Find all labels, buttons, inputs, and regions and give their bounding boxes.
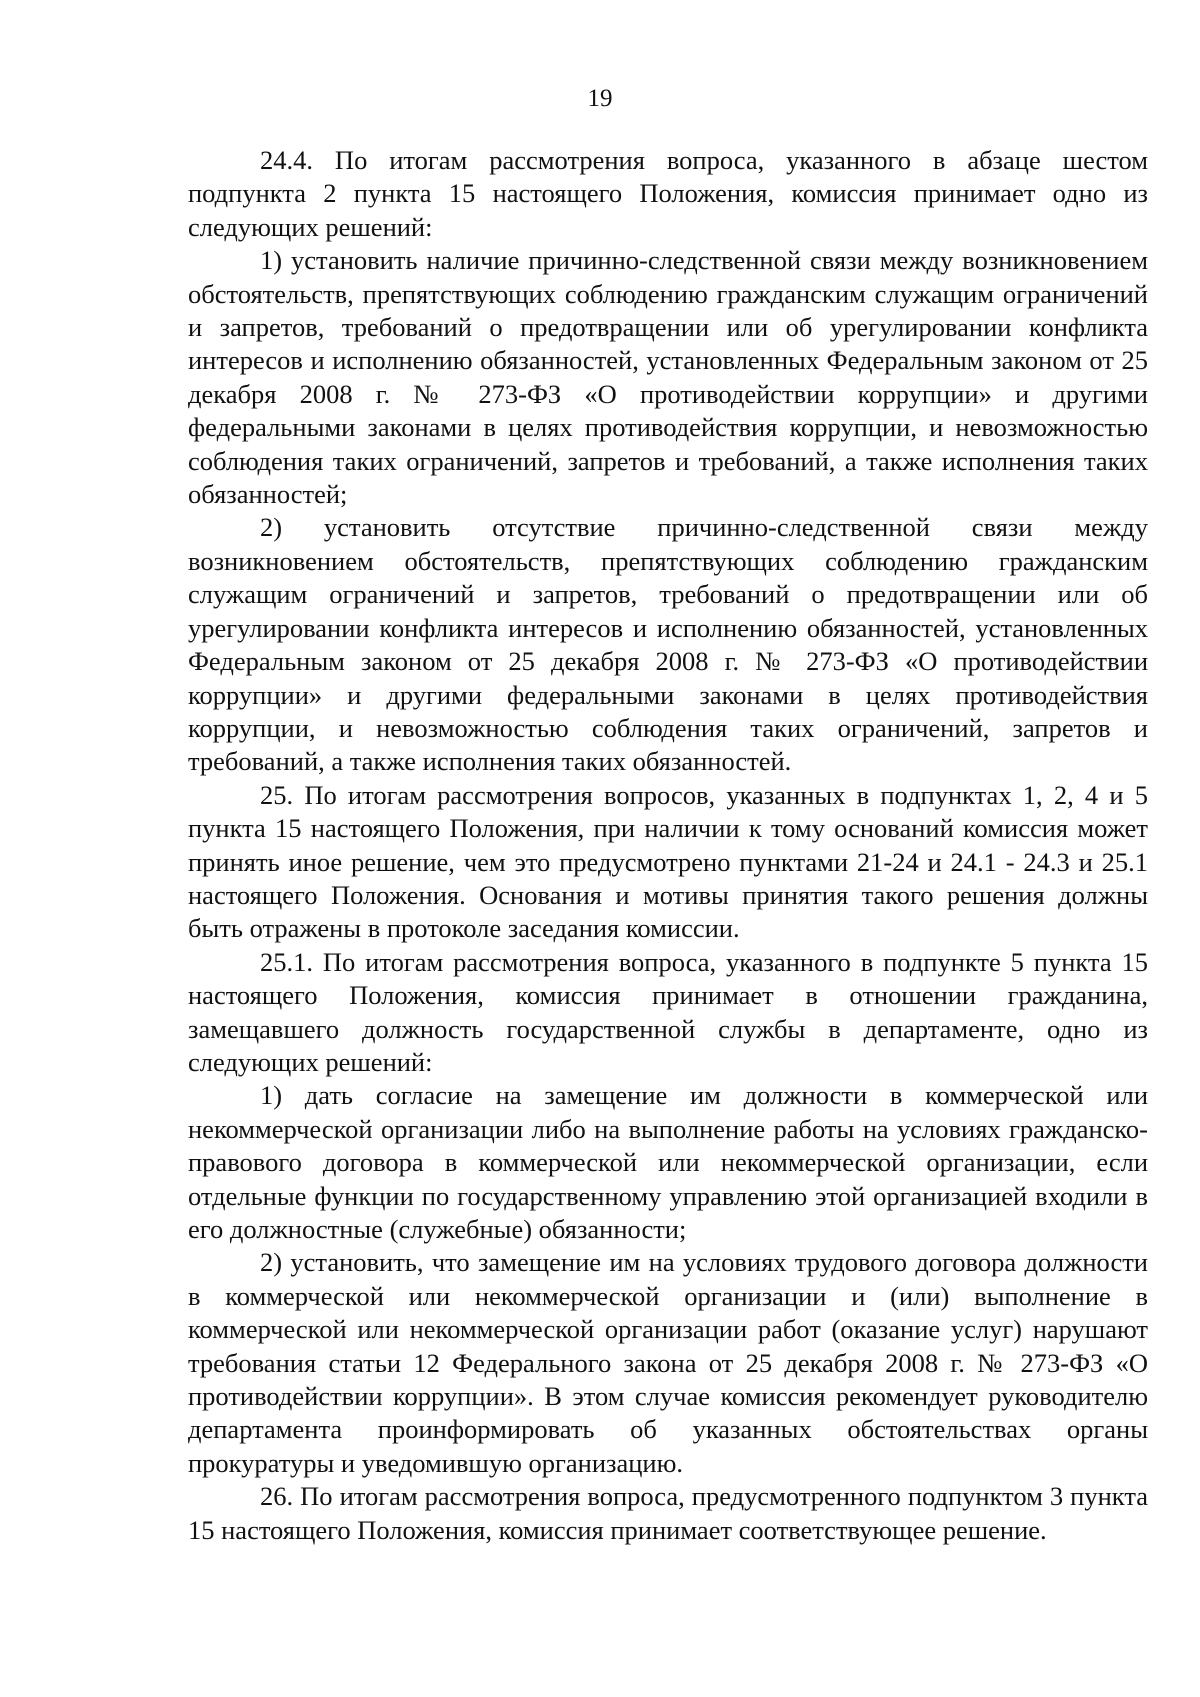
paragraph-24-4-item-2: 2) установить отсутствие причинно-следственной связи между возникновением обстоятельств, препятствующих соблюдению гражданским служащим ограничений и запретов, требований о предотвращении или об урегулировании конфликта интересов и исполнению обязанностей, установленных Федеральным законом от 25 декабря 2008 г. № 273-ФЗ «О противодействии коррупции» и другими федеральными законами в целях противодействия коррупции, и невозможностью соблюдения таких ограничений, запретов и требований, а также исполнения таких обязанностей.	[188, 512, 1148, 777]
paragraph-25-1-item-2: 2) установить, что замещение им на условиях трудового договора должности в коммерческой или некоммерческой организации и (или) выполнение в коммерческой или некоммерческой организации работ (оказание услуг) нарушают требования статьи 12 Федерального закона от 25 декабря 2008 г. № 273-ФЗ «О противодействии коррупции». В этом случае комиссия рекомендует руководителю департамента проинформировать об указанных обстоятельствах органы прокуратуры и уведомившую организацию.	[188, 1247, 1148, 1478]
document-body	[188, 144, 1148, 1547]
paragraph-26: 26. По итогам рассмотрения вопроса, предусмотренного подпунктом 3 пункта 15 настоящего Положения, комиссия принимает соответствующее решение.	[188, 1481, 1148, 1545]
paragraph-25-1-item-1: 1) дать согласие на замещение им должности в коммерческой или некоммерческой организации либо на выполнение работы на условиях гражданско-правового договора в коммерческой или некоммерческой организации, если отдельные функции по государственному управлению этой организацией входили в его должностные (служебные) обязанности;	[188, 1080, 1148, 1244]
paragraph-25-1: 25.1. По итогам рассмотрения вопроса, указанного в подпункте 5 пункта 15 настоящего Положения, комиссия принимает в отношении гражданина, замещавшего должность государственной службы в департаменте, одно из следующих решений:	[188, 946, 1148, 1077]
paragraph-25: 25. По итогам рассмотрения вопросов, указанных в подпунктах 1, 2, 4 и 5 пункта 15 настоящего Положения, при наличии к тому оснований комиссия может принять иное решение, чем это предусмотрено пунктами 21-24 и 24.1 - 24.3 и 25.1 настоящего Положения. Основания и мотивы принятия такого решения должны быть отражены в протоколе заседания комиссии.	[188, 779, 1148, 944]
paragraph-24-4-item-1: 1) установить наличие причинно-следственной связи между возникновением обстоятельств, препятствующих соблюдению гражданским служащим ограничений и запретов, требований о предотвращении или об урегулировании конфликта интересов и исполнению обязанностей, установленных Федеральным законом от 25 декабря 2008 г. № 273-ФЗ «О противодействии коррупции» и другими федеральными законами в целях противодействия коррупции, и невозможностью соблюдения таких ограничений, запретов и требований, а также исполнения таких обязанностей;	[188, 245, 1148, 510]
page-number: 19	[587, 85, 613, 112]
paragraph-24-4: 24.4. По итогам рассмотрения вопроса, указанного в абзаце шестом подпункта 2 пункта 15 настоящего Положения, комиссия принимает одно из следующих решений:	[188, 145, 1148, 242]
